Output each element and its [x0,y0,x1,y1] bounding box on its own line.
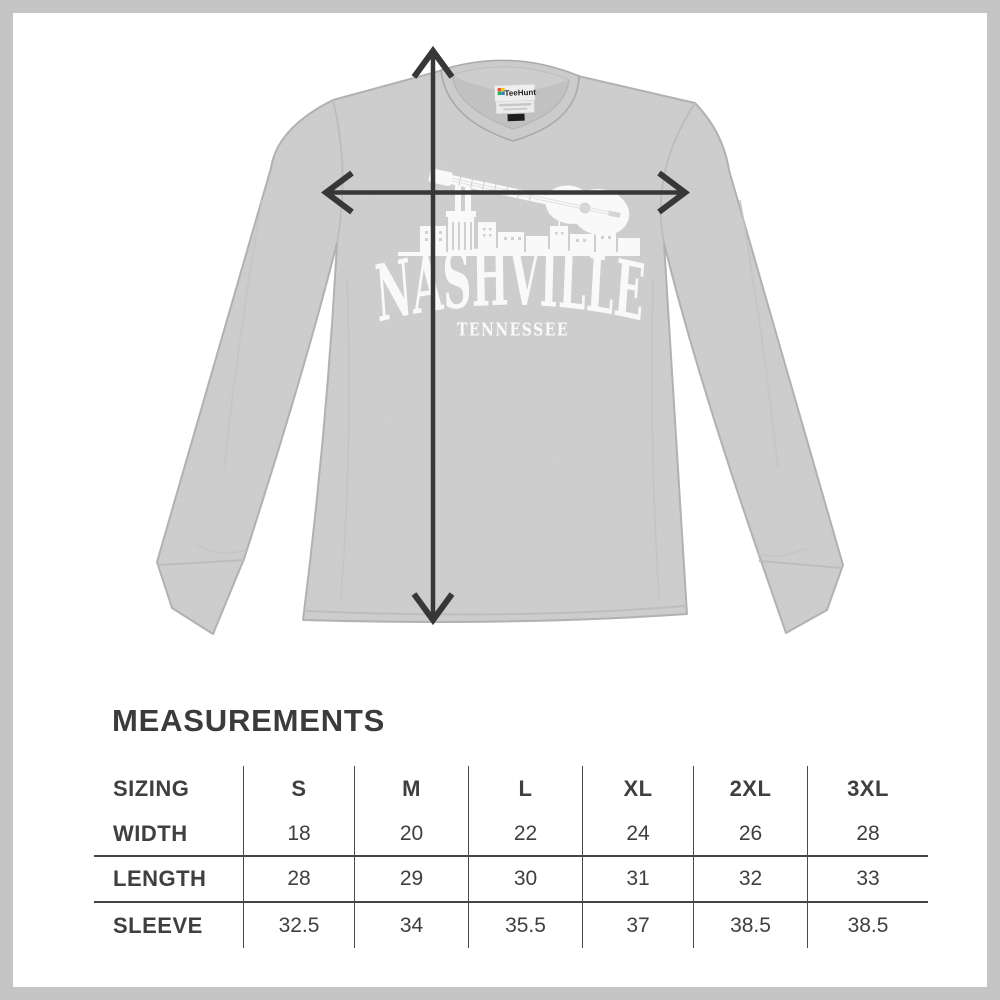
sleeve-2xl: 38.5 [694,903,808,948]
table-corner-header: SIZING [94,766,244,812]
shirt-image [140,40,860,650]
row-label-width: WIDTH [94,812,244,857]
length-l: 30 [469,857,583,903]
brand-label-text: TeeHunt [504,87,537,98]
length-m: 29 [355,857,469,903]
sleeve-xl: 37 [583,903,694,948]
graphic-subtitle-text: TENNESSEE [457,319,569,341]
width-3xl: 28 [808,812,928,857]
width-xl: 24 [583,812,694,857]
sleeve-l: 35.5 [469,903,583,948]
graphic-title-text: NASHVILLE [372,232,653,342]
col-header-m: M [355,766,469,812]
width-s: 18 [244,812,355,857]
sizing-table [94,766,928,948]
width-l: 22 [469,812,583,857]
col-header-s: S [244,766,355,812]
sleeve-m: 34 [355,903,469,948]
size-tab [507,114,524,122]
length-xl: 31 [583,857,694,903]
col-header-3xl: 3XL [847,776,889,801]
length-2xl: 32 [694,857,808,903]
length-3xl: 33 [808,857,928,903]
width-m: 20 [355,812,469,857]
col-header-2xl: 2XL [694,766,808,812]
length-s: 28 [244,857,355,903]
sleeve-s: 32.5 [244,903,355,948]
sleeve-3xl: 38.5 [847,913,889,937]
width-2xl: 26 [694,812,808,857]
col-header-xl: XL [583,766,694,812]
row-label-sleeve: SLEEVE [94,903,244,948]
row-label-length: LENGTH [94,857,244,903]
col-header-l: L [469,766,583,812]
page-title: MEASUREMENTS [112,703,386,738]
